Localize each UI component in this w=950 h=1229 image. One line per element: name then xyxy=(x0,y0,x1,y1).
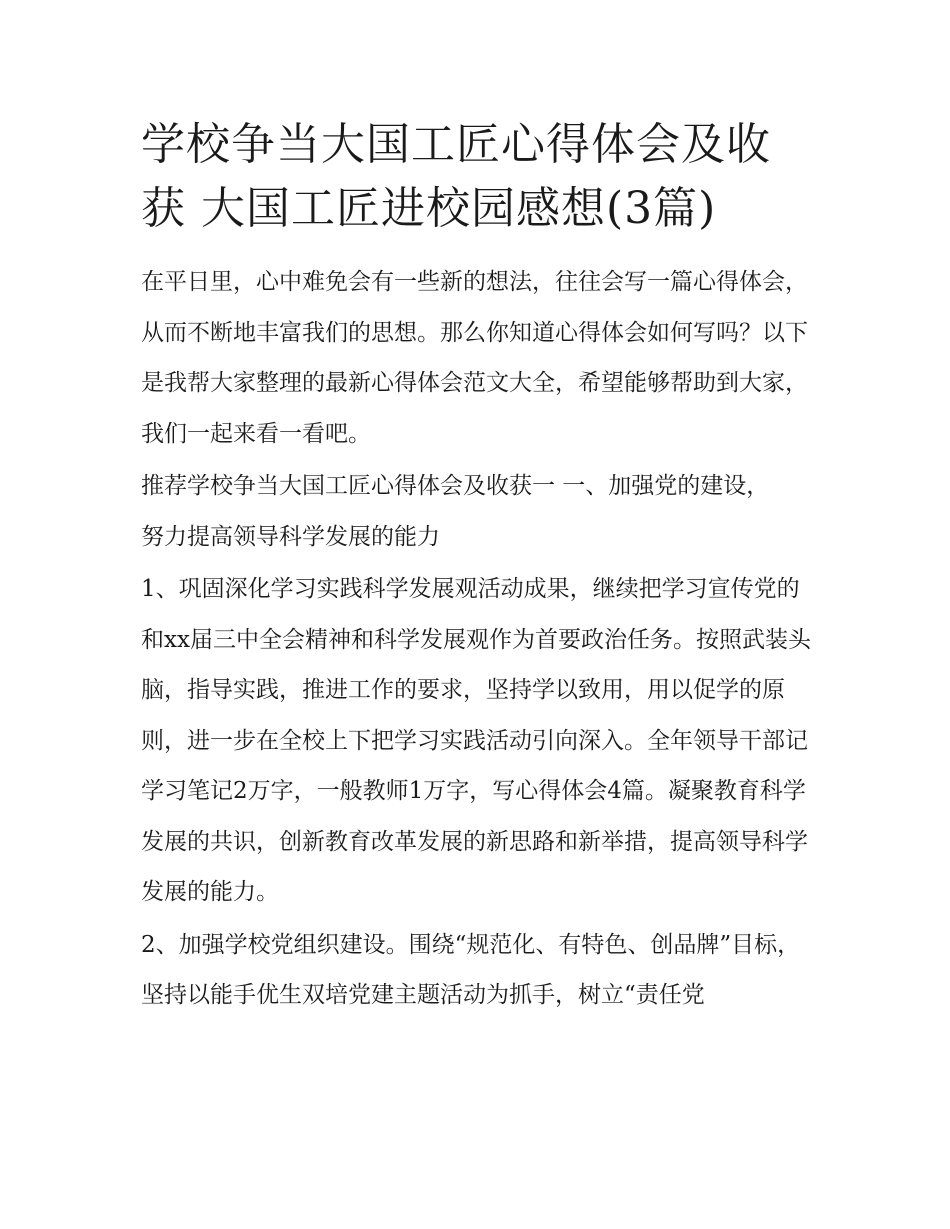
body-paragraph-1: 1、巩固深化学习实践科学发展观活动成果，继续把学习宣传党的和xx届三中全会精神和科学发展观作为首要政治任务。按照武装头脑，指导实践，推进工作的要求，坚持学以致用，用以促学的原则，进一步在全校上下把学习实践活动引向深入。全年领导干部记学习笔记2万字，一般教师1万字，写心得体会4篇。凝聚教育科学发展的共识，创新教育改革发展的新思路和新举措，提高领导科学发展的能力。 xyxy=(141,576,811,905)
intro-paragraph: 在平日里，心中难免会有一些新的想法，往往会写一篇心得体会，从而不断地丰富我们的思想。那么你知道心得体会如何写吗？以下是我帮大家整理的最新心得体会范文大全，希望能够帮助到大家，我们一起来看一看吧。 xyxy=(141,269,808,447)
document-title: 学校争当大国工匠心得体会及收获 大国工匠进校园感想(3篇) xyxy=(141,119,771,234)
section-heading: 推荐学校争当大国工匠心得体会及收获一 一、加强党的建设，努力提高领导科学发展的能力 xyxy=(141,473,770,550)
document-page xyxy=(141,113,813,1021)
body-paragraph-2: 2、加强学校党组织建设。围绕“规范化、有特色、创品牌”目标，坚持以能手优生双培党建主题活动为抓手，树立“责任党 xyxy=(141,931,801,1008)
